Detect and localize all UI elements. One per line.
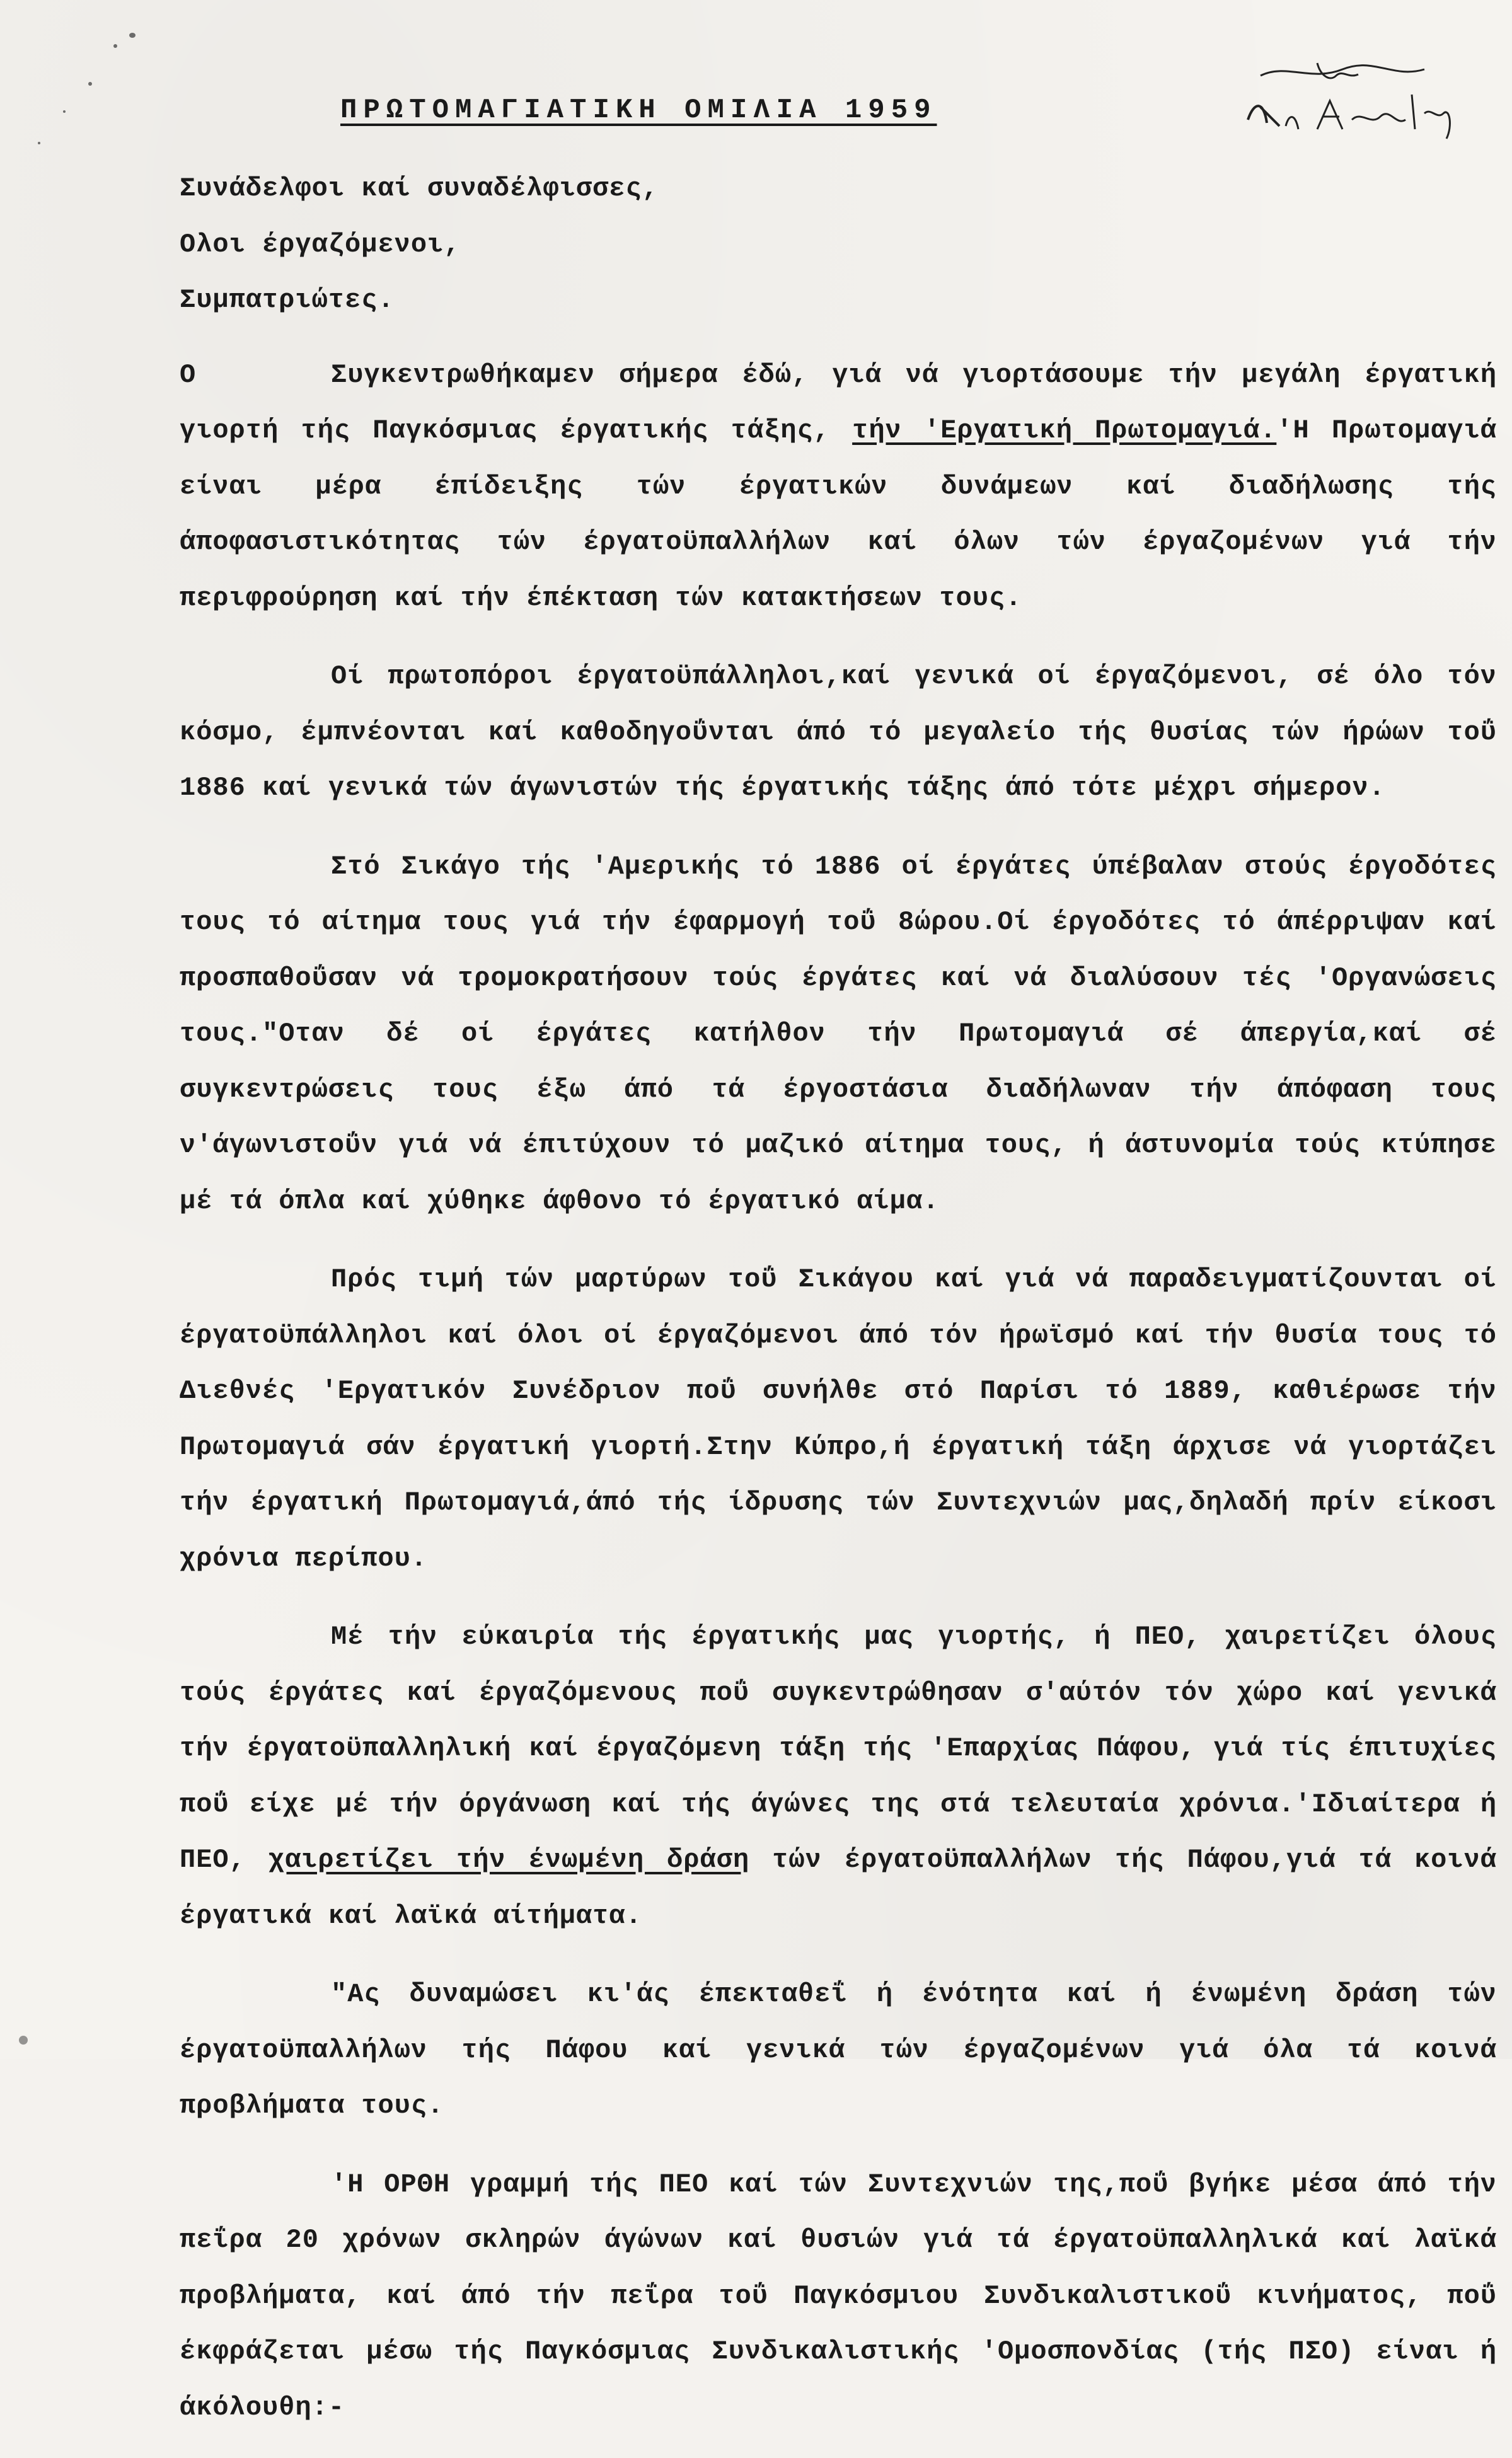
- underlined-phrase: χαιρετίζει τήν ένωμένη δράση: [268, 1845, 750, 1875]
- paragraph-2: Οί πρωτοπόροι έργατοϋπάλληλοι,καί γενικά οί έργαζόμενοι, σέ όλο τόν κόσμο, έμπνέονται καί καθοδηγοΰνται άπό τό μεγαλείο τής θυσίας τών ήρώων τοΰ 1886 καί γενικά τών άγωνιστών τής έργατικής τάξης άπό τότε μέχρι σήμερον.: [180, 661, 1497, 803]
- paper-speck: [63, 110, 66, 113]
- paper-speck: [113, 44, 117, 48]
- paragraph-5: [180, 1609, 1497, 1944]
- underlined-phrase: τήν 'Εργατική Πρωτομαγιά.: [852, 415, 1277, 446]
- greeting-line: Συνάδελφοι καί συναδέλφισσες,: [180, 173, 659, 204]
- signature-scribble-icon: [1235, 50, 1462, 145]
- paragraph-1-continued: 'Η Πρωτομαγιά είναι μέρα έπίδειξης τών έργατικών δυνάμεων καί διαδήλωσης τής άποφασιστικότητας τών έργατοϋπαλλήλων καί όλων τών έργαζομένων γιά τήν περιφρούρηση καί τήν έπέκταση τών κατακτήσεων τους.: [180, 415, 1497, 613]
- paragraph-1-text: Συγκεντρωθήκαμεν σήμερα έδώ, γιά νά γιορτάσουμε τήν μεγάλη έργατική γιορτή τής Παγκόσμιας έργατικής τάξης,: [180, 359, 1497, 446]
- paper-speck: [38, 142, 40, 144]
- paper-speck: [88, 82, 92, 86]
- handwritten-signature: [1235, 50, 1462, 145]
- paragraph-6: "Ας δυναμώσει κι'άς έπεκταθεΐ ή ένότητα καί ή ένωμένη δράση τών έργατοϋπαλλήλων τής Πάφου καί γενικά τών έργαζομένων γιά όλα τά κοινά προβλήματα τους.: [180, 1979, 1497, 2121]
- greeting-line: Ολοι έργαζόμενοι,: [180, 229, 461, 260]
- paragraph-1: Ο Συγκεντρωθήκαμεν σήμερα έδώ, γιά νά γιορτάσουμε τήν μεγάλη έργατική γιορτή τής Παγκόσμιας έργατικής τάξης, τήν 'Εργατική Πρωτομαγιά.'Η Πρωτομαγιά είναι μέρα έπίδειξης τών έργατικών δυνάμεων καί διαδήλωσης τής άποφασιστικότητας τών έργατοϋπαλλήλων καί όλων τών έργαζομένων γιά τήν περιφρούρηση καί τήν έπέκταση τών κατακτήσεων τους.: [180, 359, 1497, 613]
- document-heading: ΠΡΩΤΟΜΑΓΙΑΤΙΚΗ ΟΜΙΛΙΑ 1959: [340, 95, 937, 126]
- document-body: [180, 161, 1497, 2458]
- paper-speck: [129, 33, 136, 38]
- paragraph-7: 'Η ΟΡΘΗ γραμμή τής ΠΕΟ καί τών Συντεχνιών της,ποΰ βγήκε μέσα άπό τήν πεΐρα 20 χρόνων σκληρών άγώνων καί θυσιών γιά τά έργατοϋπαλληλικά καί λαϊκά προβλήματα, καί άπό τήν πεΐρα τοΰ Παγκόσμιου Συνδικαλιστικοΰ κινήματος, ποΰ έκφράζεται μέσω τής Παγκόσμιας Συνδικαλιστικής 'Ομοσπονδίας (τής ΠΣΟ) είναι ή άκόλουθη:-: [180, 2169, 1497, 2423]
- paragraph-3: Στό Σικάγο τής 'Αμερικής τό 1886 οί έργάτες ύπέβαλαν στούς έργοδότες τους τό αίτημα τους γιά τήν έφαρμογή τοΰ 8ώρου.Οί έργοδότες τό άπέρριψαν καί προσπαθοΰσαν νά τρομοκρατήσουν τούς έργάτες καί νά διαλύσουν τές 'Οργανώσεις τους."Οταν δέ οί έργάτες κατήλθον τήν Πρωτομαγιά σέ άπεργία,καί σέ συγκεντρώσεις τους έξω άπό τά έργοστάσια διαδήλωναν τήν άπόφαση τους ν'άγωνιστοΰν γιά νά έπιτύχουν τό μαζικό αίτημα τους, ή άστυνομία τούς κτύπησε μέ τά όπλα καί χύθηκε άφθονο τό έργατικό αίμα.: [180, 851, 1497, 1216]
- paragraph-5-continued: τών έργατοϋπαλλήλων τής Πάφου,γιά τά κοινά έργατικά καί λαϊκά αίτήματα.: [180, 1845, 1497, 1931]
- paragraph-5-text: Μέ τήν εύκαιρία τής έργατικής μας γιορτής, ή ΠΕΟ, χαιρετίζει όλους τούς έργάτες καί έργαζόμενους ποΰ συγκεντρώθησαν σ'αύτόν τόν χώρο καί γενικά τήν έργατοϋπαλληλική καί έργαζόμενη τάξη τής 'Επαρχίας Πάφου, γιά τίς έπιτυχίες ποΰ είχε μέ τήν όργάνωση καί τής άγώνες της στά τελευταία χρόνια.'Ιδιαίτερα ή ΠΕΟ,: [180, 1622, 1497, 1875]
- paragraph-4: Πρός τιμή τών μαρτύρων τοΰ Σικάγου καί γιά νά παραδειγματίζουνται οί έργατοϋπάλληλοι καί όλοι οί έργαζόμενοι άπό τόν ήρωϊσμό καί τήν θυσία τους τό Διεθνές 'Εργατικόν Συνέδριον ποΰ συνήλθε στό Παρίσι τό 1889, καθιέρωσε τήν Πρωτομαγιά σάν έργατική γιορτή.Στην Κύπρο,ή έργατική τάξη άρχισε νά γιορτάζει τήν έργατική Πρωτομαγιά,άπό τής ίδρυσης τών Συντεχνιών μας,δηλαδή πρίν είκοσι χρόνια περίπου.: [180, 1264, 1497, 1574]
- paper-speck: [19, 2036, 28, 2045]
- greeting-line: Συμπατριώτες.: [180, 285, 395, 315]
